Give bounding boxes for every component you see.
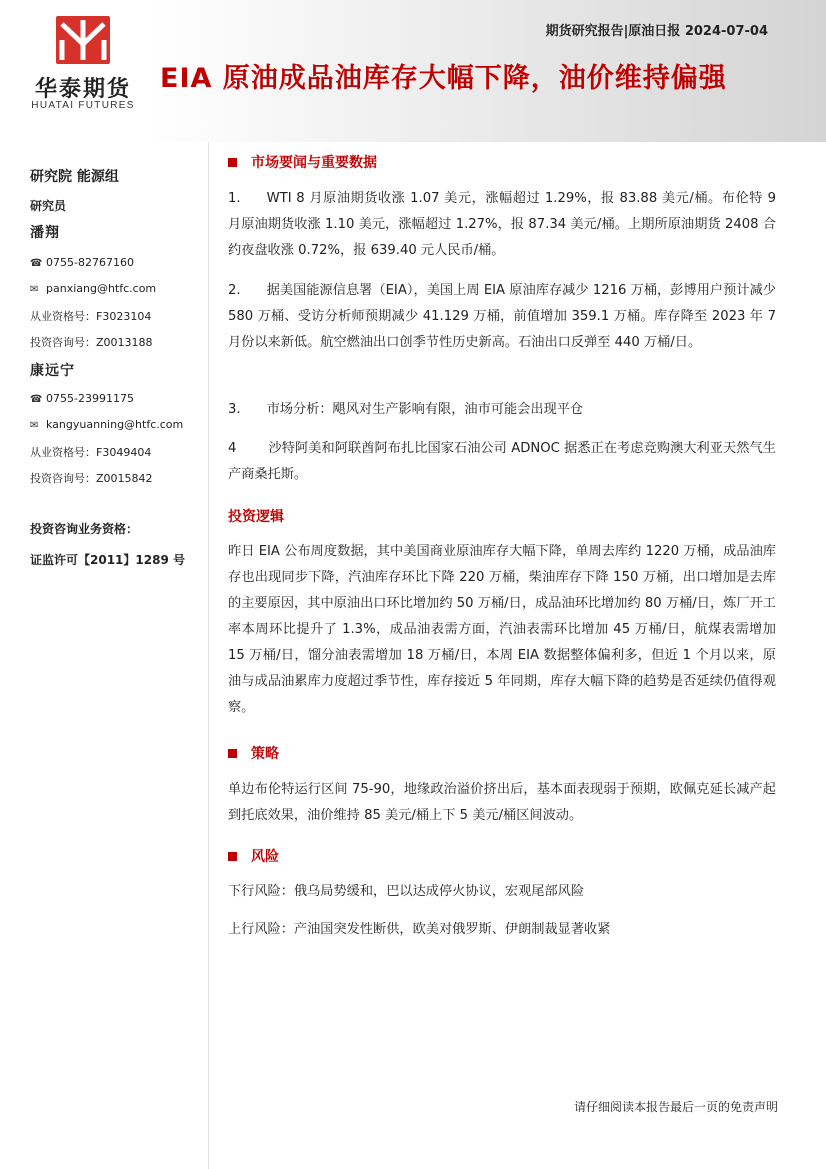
qualification-license: 证监许可【2011】1289 号 [30,553,185,567]
phone-number: 0755-82767160 [46,256,134,269]
report-meta: 期货研究报告|原油日报 2024-07-04 [545,24,768,39]
news-text: 据美国能源信息署（EIA），美国上周 EIA 原油库存减少 1216 万桶，彭博用户预计减少 580 万桶、受访分析师预期减少 41.129 万桶，前值增加 359.1 万桶。库存降至 2023 年 7 月份以来新低。航空燃油出口创季节性历史新高。石油出口反弹至 440 万桶/日。 [228,283,776,350]
news-text: 市场分析：飓风对生产影响有限，油市可能会出现平仓 [266,402,584,417]
risk-down: 下行风险：俄乌局势缓和，巴以达成停火协议，宏观尾部风险 [228,884,585,899]
section-heading-logic [228,506,284,526]
mail-icon: ✉ [30,284,39,295]
report-header [0,0,826,142]
mail-icon: ✉ [30,420,39,431]
analyst-email[interactable] [30,282,156,295]
license-number: F3049404 [96,446,152,459]
news-item [228,186,776,264]
analyst-name: 康远宁 [30,363,75,379]
analyst-consult [30,334,153,350]
email-address[interactable]: panxiang@htfc.com [46,282,157,295]
news-item [228,436,776,488]
news-number: 2. [228,283,241,298]
risk-up: 上行风险：产油国突发性断供，欧美对俄罗斯、伊朗制裁显著收紧 [228,922,611,937]
department-label: 研究院 能源组 [30,169,119,185]
section-heading-risk [228,846,279,866]
consult-number: Z0015842 [96,472,153,485]
analyst-phone [30,256,134,269]
phone-number: 0755-23991175 [46,392,134,405]
news-item [228,278,776,356]
qualification-label: 投资咨询业务资格： [30,522,139,536]
consult-label: 投资咨询号： [30,336,96,349]
logo-english-name: HUATAI FUTURES [31,100,135,111]
huatai-logo-icon [54,14,112,66]
email-address[interactable]: kangyuanning@htfc.com [46,418,184,431]
consult-number: Z0013188 [96,336,153,349]
consult-label: 投资咨询号： [30,472,96,485]
analyst-name: 潘翔 [30,225,60,241]
logo-chinese-name: 华泰期货 [34,77,131,102]
news-number: 4 [228,441,237,456]
company-logo [28,14,138,114]
red-square-icon [228,749,237,758]
strategy-paragraph: 单边布伦特运行区间 75-90，地缘政治溢价挤出后，基本面表现弱于预期，欧佩克延长减产起到托底效果，油价维持 85 美元/桶上下 5 美元/桶区间波动。 [228,782,776,823]
analyst-phone [30,392,134,405]
phone-icon: ☎ [30,258,43,269]
news-text: WTI 8 月原油期货收涨 1.07 美元，涨幅超过 1.29%，报 83.88 美元/桶。布伦特 9 月原油期货收涨 1.10 美元，涨幅超过 1.27%，报 87.34 美元/桶。上期所原油期货 2408 合约夜盘收涨 0.72%，报 639.40 元人民币/桶。 [228,191,776,258]
section-title: 风险 [251,849,279,865]
analyst-email[interactable] [30,418,183,431]
analyst-license [30,444,151,460]
license-label: 从业资格号： [30,446,96,459]
phone-icon: ☎ [30,394,43,405]
news-text: 沙特阿美和阿联酋阿布扎比国家石油公司 ADNOC 据悉正在考虑竞购澳大利亚天然气生产商桑托斯。 [228,441,776,482]
disclaimer-note: 请仔细阅读本报告最后一页的免责声明 [573,1100,778,1114]
license-label: 从业资格号： [30,310,96,323]
news-number: 1. [228,191,241,206]
analyst-license [30,308,151,324]
role-label: 研究员 [30,199,67,213]
section-title: 市场要闻与重要数据 [251,155,377,171]
news-item [228,397,776,423]
logic-paragraph: 昨日 EIA 公布周度数据，其中美国商业原油库存大幅下降，单周去库约 1220 万桶，成品油库存也出现同步下降，汽油库存环比下降 220 万桶，柴油库存下降 150 万桶，出口增加是去库的主要原因，其中原油出口环比增加约 50 万桶/日，成品油环比增加约 80 万桶/日，炼厂开工率本周环比提升了 1.3%，成品油表需方面，汽油表需环比增加 45 万桶/日，航煤表需增加 15 万桶/日，馏分油表需增加 18 万桶/日，本周 EIA 数据整体偏利多，但近 1 个月以来，原油与成品油累库力度超过季节性，库存接近 5 年同期，库存大幅下降的趋势是否延续仍值得观察。 [228,544,776,715]
section-heading-strategy [228,743,279,763]
analyst-consult [30,470,153,486]
red-square-icon [228,852,237,861]
section-title: 投资逻辑 [228,509,284,525]
license-number: F3023104 [96,310,152,323]
analyst-sidebar [0,142,209,1169]
red-square-icon [228,158,237,167]
section-heading-news [228,152,377,172]
report-title: EIA 原油成品油库存大幅下降，油价维持偏强 [160,63,727,94]
section-title: 策略 [251,746,279,762]
news-number: 3. [228,402,241,417]
